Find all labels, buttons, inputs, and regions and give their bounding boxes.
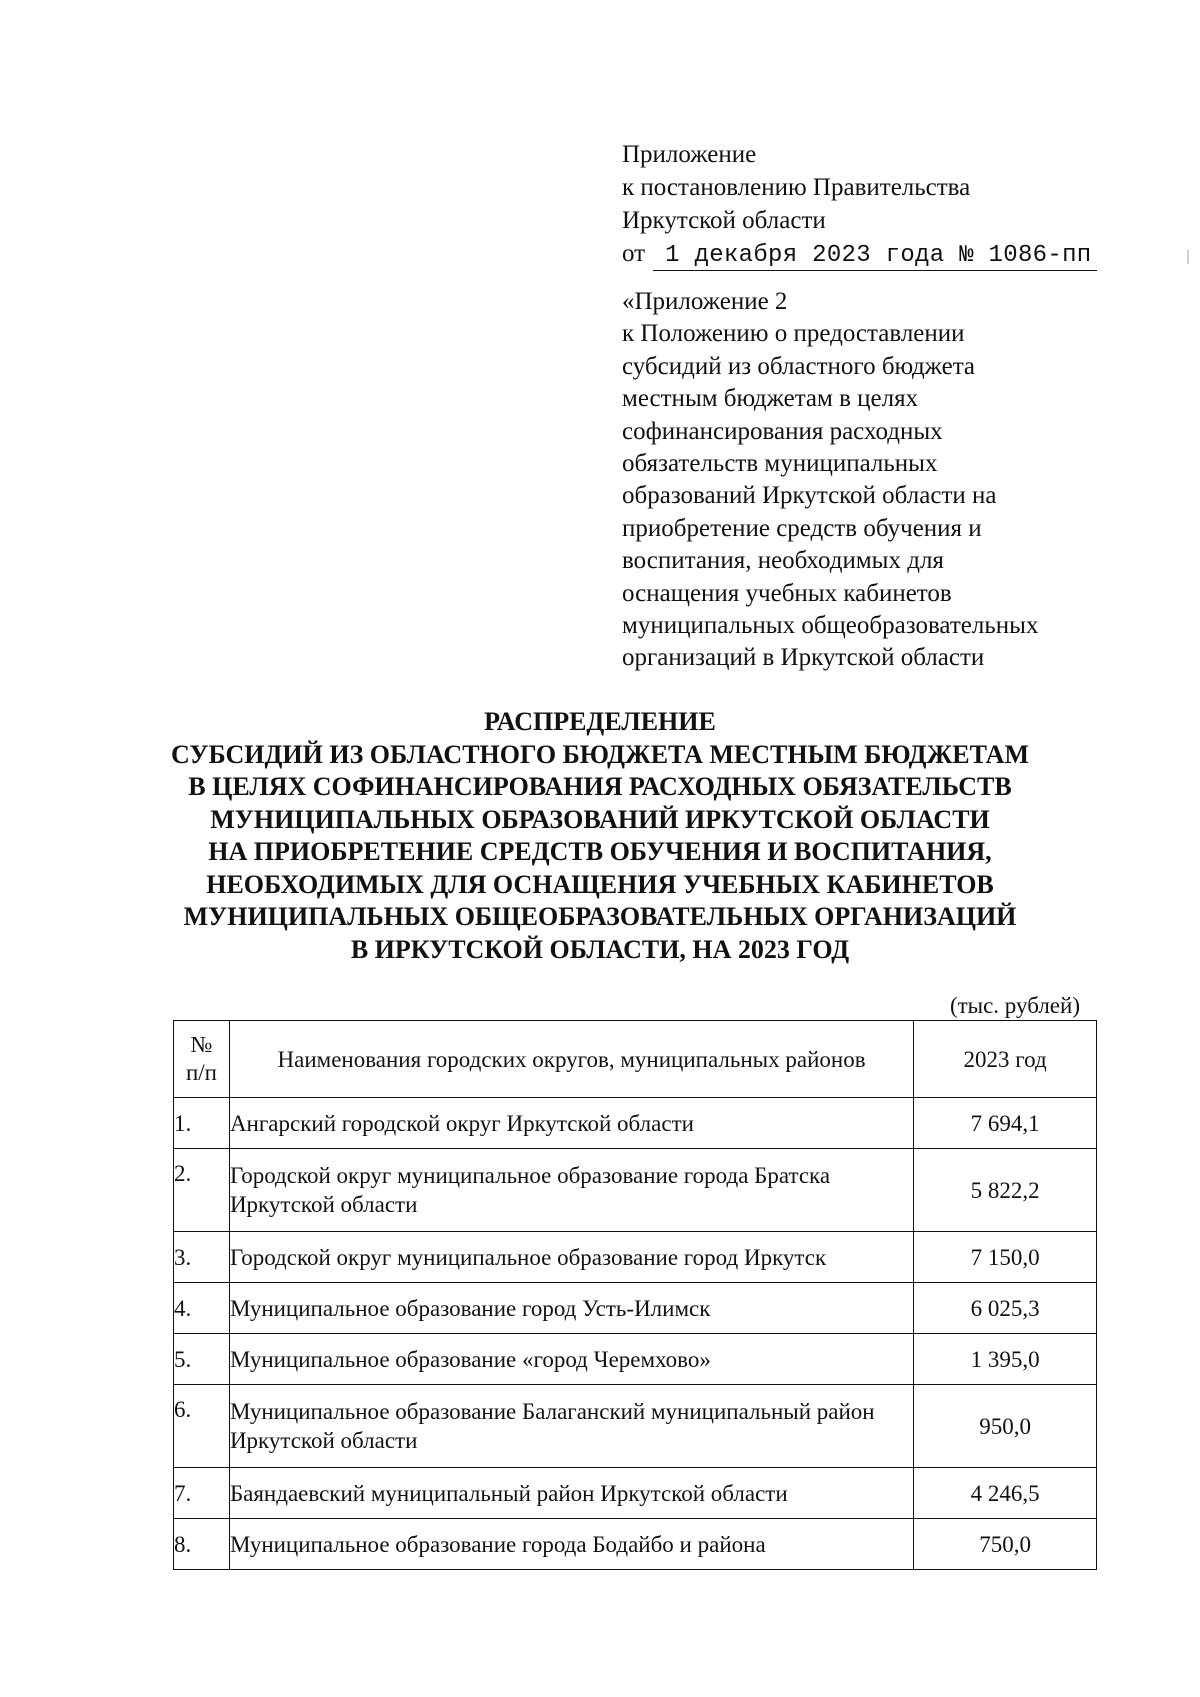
row-name: Муниципальное образование город Усть-Илимск	[229, 1283, 913, 1334]
appendix-2-line: субсидий из областного бюджета	[622, 352, 976, 380]
table-row	[174, 1334, 1097, 1385]
title-line: МУНИЦИПАЛЬНЫХ ОБРАЗОВАНИЙ ИРКУТСКОЙ ОБЛАСТИ	[210, 804, 990, 834]
row-number: 4.	[174, 1283, 230, 1334]
row-number: 6.	[174, 1385, 230, 1468]
units-label: (тыс. рублей)	[949, 993, 1080, 1018]
header-number-sign: №	[190, 1032, 213, 1057]
document-title	[150, 706, 1050, 966]
row-number: 2.	[174, 1149, 230, 1232]
table-header-row	[174, 1021, 1097, 1098]
row-name: Ангарский городской округ Иркутской области	[229, 1098, 913, 1149]
title-line: РАСПРЕДЕЛЕНИЕ	[484, 707, 716, 736]
appendix-2-line: воспитания, необходимых для	[622, 547, 944, 575]
order-date-number: 1 декабря 2023 года № 1086-пп	[653, 242, 1097, 271]
row-name: Городской округ муниципальное образование город Иркутск	[229, 1232, 913, 1283]
header-number	[174, 1021, 230, 1098]
table-row	[174, 1519, 1097, 1570]
header-number-abbr: п/п	[185, 1060, 217, 1085]
appendix-2-line: оснащения учебных кабинетов	[622, 579, 952, 607]
title-line: НЕОБХОДИМЫХ ДЛЯ ОСНАЩЕНИЯ УЧЕБНЫХ КАБИНЕТОВ	[206, 869, 994, 899]
row-number: 1.	[174, 1098, 230, 1149]
header-year: 2023 год	[914, 1021, 1097, 1098]
title-line: В ЦЕЛЯХ СОФИНАНСИРОВАНИЯ РАСХОДНЫХ ОБЯЗАТЕЛЬСТВ	[188, 772, 1012, 801]
row-name: Муниципальное образование «город Черемхово»	[229, 1334, 913, 1385]
row-value: 6 025,3	[914, 1283, 1097, 1334]
row-value: 7 694,1	[914, 1098, 1097, 1149]
row-number: 5.	[174, 1334, 230, 1385]
row-value: 1 395,0	[914, 1334, 1097, 1385]
distribution-table	[173, 1020, 1097, 1570]
row-number: 8.	[174, 1519, 230, 1570]
title-line: В ИРКУТСКОЙ ОБЛАСТИ, НА 2023 ГОД	[350, 934, 850, 964]
appendix-2-line: образований Иркутской области на	[622, 482, 997, 510]
appendix-2-line: организаций в Иркутской области	[622, 644, 985, 672]
row-name: Баяндаевский муниципальный район Иркутской области	[229, 1468, 913, 1519]
table-row	[174, 1385, 1097, 1468]
appendix-line-2: к постановлению Правительства	[622, 174, 971, 201]
table-row	[174, 1098, 1097, 1149]
appendix-2-line: софинансирования расходных	[622, 417, 943, 445]
appendix-2-line: к Положению о предоставлении	[622, 320, 965, 348]
row-value: 750,0	[914, 1519, 1097, 1570]
scan-artifact	[1187, 250, 1189, 264]
row-value: 4 246,5	[914, 1468, 1097, 1519]
order-prefix: от	[622, 240, 646, 267]
row-value: 5 822,2	[914, 1149, 1097, 1232]
row-value: 7 150,0	[914, 1232, 1097, 1283]
table-row	[174, 1232, 1097, 1283]
row-number: 3.	[174, 1232, 230, 1283]
appendix-2-line: муниципальных общеобразовательных	[622, 612, 1039, 640]
row-number: 7.	[174, 1468, 230, 1519]
title-line: СУБСИДИЙ ИЗ ОБЛАСТНОГО БЮДЖЕТА МЕСТНЫМ БЮДЖЕТАМ	[171, 739, 1029, 769]
row-name: Муниципальное образование Балаганский муниципальный район Иркутской области	[229, 1385, 913, 1468]
appendix-header	[622, 138, 1102, 271]
appendix-2-line: местным бюджетам в целях	[622, 385, 919, 413]
table-row	[174, 1468, 1097, 1519]
table-row	[174, 1149, 1097, 1232]
appendix-line-3: Иркутской области	[622, 207, 826, 234]
title-line: НА ПРИОБРЕТЕНИЕ СРЕДСТВ ОБУЧЕНИЯ И ВОСПИТАНИЯ,	[208, 837, 992, 866]
appendix-2-line: приобретение средств обучения и	[622, 514, 982, 542]
title-line: МУНИЦИПАЛЬНЫХ ОБЩЕОБРАЗОВАТЕЛЬНЫХ ОРГАНИЗАЦИЙ	[183, 902, 1017, 931]
header-name: Наименования городских округов, муниципальных районов	[229, 1021, 913, 1098]
appendix-2-header	[622, 286, 1100, 675]
row-value: 950,0	[914, 1385, 1097, 1468]
appendix-line-1: Приложение	[622, 141, 757, 168]
order-reference	[622, 237, 1102, 271]
row-name: Муниципальное образование города Бодайбо и района	[229, 1519, 913, 1570]
appendix-2-line: обязательств муниципальных	[622, 450, 938, 478]
appendix-2-title: «Приложение 2	[622, 288, 788, 315]
row-name: Городской округ муниципальное образование города Братска Иркутской области	[229, 1149, 913, 1232]
table-row	[174, 1283, 1097, 1334]
